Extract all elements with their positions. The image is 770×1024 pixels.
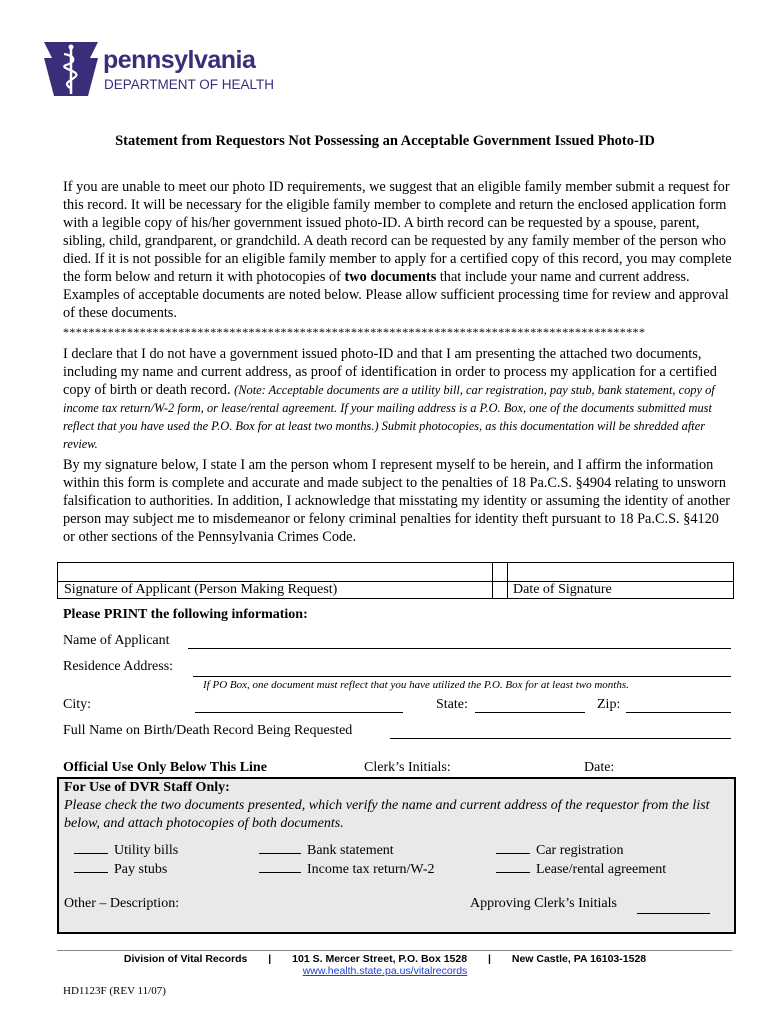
state-input-line[interactable]: [475, 712, 585, 713]
intro-bold-two: two: [344, 269, 367, 285]
signature-date-label: Date of Signature: [513, 582, 612, 597]
utility-bills-option[interactable]: [74, 841, 178, 859]
zip-label: Zip:: [597, 697, 621, 712]
signature-date-field[interactable]: [508, 563, 733, 581]
form-number: HD1123F (REV 11/07): [63, 985, 166, 997]
asterisk-separator: *******************************************************************************************: [63, 325, 646, 339]
declaration-note: (Note: Acceptable documents are a utility bill, car registration, pay stub, bank statement, copy of income tax return/W-2 form, or lease/rental agreement. If your mailing address is a P.O. Box, one of the documents submitted must reflect that you have used the P.O. Box for at least two months.) Submit photocopies, as this documentation will be shredded after review.: [63, 383, 715, 451]
zip-input-line[interactable]: [626, 712, 731, 713]
income-tax-label: Income tax return/W-2: [307, 862, 435, 877]
other-description-label: Other – Description:: [64, 896, 180, 911]
footer-street: 101 S. Mercer Street, P.O. Box 1528: [292, 953, 468, 965]
name-input-line[interactable]: [188, 648, 731, 649]
intro-paragraph: [63, 178, 733, 322]
bank-statement-option[interactable]: [259, 841, 394, 859]
lease-rental-option[interactable]: [496, 860, 666, 878]
footer-separator-2: |: [488, 953, 491, 965]
intro-text-a: If you are unable to meet our photo ID requirements, we suggest that an eligible family member submit a request for this record. It will be necessary for the eligible family member to complete and return the enclosed application form with a legible copy of his/her government issued photo-ID. A birth record can be requested by a spouse, parent, sibling, child, grandparent, or grandchild. A death record can be requested by any family member of the person who died. If it is not possible for an eligible family member to apply for a certified copy of this record, you may complete the form below and return it with photocopies of: [63, 179, 732, 285]
full-name-label: Full Name on Birth/Death Record Being Requested: [63, 723, 353, 738]
intro-bold-documents: documents: [370, 269, 437, 285]
footer-address: [0, 953, 770, 965]
approving-clerk-input-line[interactable]: [637, 913, 710, 914]
footer-website-link[interactable]: www.health.state.pa.us/vitalrecords: [302, 965, 468, 977]
car-registration-label: Car registration: [536, 843, 624, 858]
logo-department: DEPARTMENT OF HEALTH: [104, 77, 275, 92]
bank-statement-label: Bank statement: [307, 843, 394, 858]
city-input-line[interactable]: [195, 712, 403, 713]
state-label: State:: [436, 697, 468, 712]
signature-statement: By my signature below, I state I am the person whom I represent myself to be herein, and I affirm the information within this form is complete and accurate and made subject to the penalties of 18 Pa.C.S. §4904 relating to unsworn falsification to authorities. In addition, I acknowledge that misstating my identity or assuming the identity of another person may subject me to misdemeanor or felony criminal penalties for identity theft pursuant to 18 Pa.C.S. §4120 or other sections of the Pennsylvania Crimes Code.: [63, 457, 731, 545]
applicant-signature-field[interactable]: [58, 563, 492, 581]
name-label: Name of Applicant: [63, 633, 170, 648]
address-label: Residence Address:: [63, 659, 174, 674]
pa-health-logo: [40, 38, 280, 102]
footer-division: Division of Vital Records: [123, 953, 248, 965]
declaration-text: I declare that I do not have a government issued photo-ID and that I am presenting the attached two documents, including my name and current address, as proof of identification in order to process my application for a certified copy of birth or death record.: [63, 346, 717, 398]
po-box-note: If PO Box, one document must reflect that you have utilized the P.O. Box for at least two months.: [203, 679, 629, 691]
approving-clerk-label: Approving Clerk’s Initials: [470, 896, 617, 911]
declaration-paragraph: [63, 345, 733, 453]
city-label: City:: [63, 697, 92, 712]
footer-divider: [57, 950, 732, 951]
income-tax-option[interactable]: [259, 860, 435, 878]
car-registration-option[interactable]: [496, 841, 623, 859]
signature-box: [57, 562, 734, 599]
official-date-label: Date:: [584, 760, 615, 775]
dvr-staff-box: [57, 777, 736, 934]
full-name-input-line[interactable]: [390, 738, 731, 739]
lease-rental-label: Lease/rental agreement: [536, 862, 667, 877]
page-title: Statement from Requestors Not Possessing an Acceptable Government Issued Photo-ID: [115, 133, 655, 149]
applicant-signature-label: Signature of Applicant (Person Making Request): [64, 582, 338, 597]
address-input-line[interactable]: [193, 676, 731, 677]
pay-stubs-label: Pay stubs: [114, 862, 168, 877]
print-heading: Please PRINT the following information:: [63, 607, 308, 622]
official-use-heading: Official Use Only Below This Line: [63, 760, 267, 775]
clerk-initials-label: Clerk’s Initials:: [364, 760, 451, 775]
intro-text-b: that include your name and current address. Examples of acceptable documents are noted below. Please allow sufficient processing time for review and approval of these documents.: [63, 269, 729, 321]
footer-city: New Castle, PA 16103-1528: [511, 953, 647, 965]
dvr-heading: For Use of DVR Staff Only:: [64, 780, 230, 795]
utility-bills-label: Utility bills: [114, 843, 179, 858]
keystone-icon: [40, 38, 102, 100]
logo-name: pennsylvania: [103, 46, 256, 74]
dvr-instructions: Please check the two documents presented, which verify the name and current address of the requestor from the list below, and attach photocopies of both documents.: [64, 798, 710, 831]
pay-stubs-option[interactable]: [74, 860, 167, 878]
footer-separator: |: [268, 953, 272, 965]
